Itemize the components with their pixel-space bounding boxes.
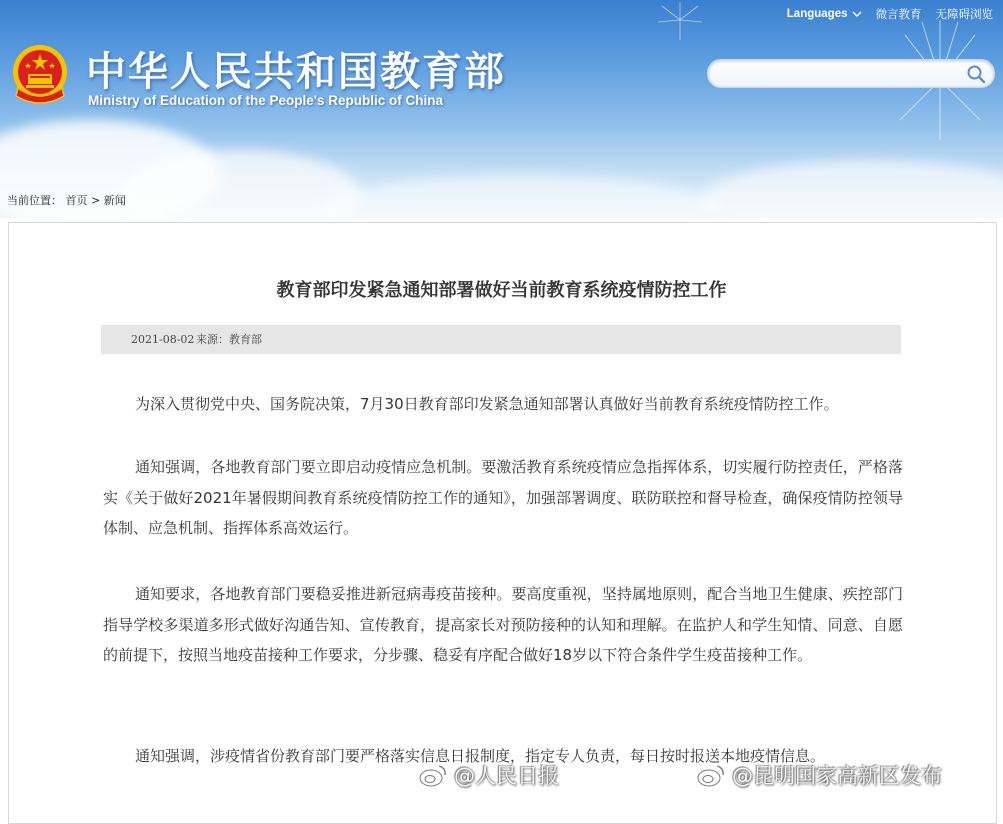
article-paragraph: 通知强调，涉疫情省份教育部门要严格落实信息日报制度，指定专人负责，每日按时报送本地疫情信息。 xyxy=(135,747,826,765)
article-meta-bar xyxy=(101,325,901,354)
top-nav xyxy=(787,4,993,24)
watermark-left-text: @人民日报 xyxy=(454,764,559,788)
article-paragraph: 通知强调，各地教育部门要立即启动疫情应急机制。要激活教育系统疫情应急指挥体系，切实履行防控责任，严格落实《关于做好2021年暑假期间教育系统疫情防控工作的通知》，加强部署调度、联防联控和督导检查，确保疫情防控领导体制、应急机制、指挥体系高效运行。 xyxy=(103,458,903,537)
search-icon[interactable] xyxy=(966,64,986,84)
site-header xyxy=(0,0,1003,218)
article-paragraph: 通知要求，各地教育部门要稳妥推进新冠病毒疫苗接种。要高度重视，坚持属地原则，配合当地卫生健康、疾控部门指导学校多渠道多形式做好沟通告知、宣传教育，提高家长对预防接种的认知和理解。在监护人和学生知情、同意、自愿的前提下，按照当地疫苗接种工作要求，分步骤、稳妥有序配合做好18岁以下符合条件学生疫苗接种工作。 xyxy=(103,585,903,664)
breadcrumb-separator: > xyxy=(91,194,104,207)
breadcrumb-home-link[interactable]: 首页 xyxy=(65,194,88,207)
weibo-icon xyxy=(696,762,726,788)
weibo-link[interactable]: 微言教育 xyxy=(875,7,922,21)
site-title-en[interactable]: Ministry of Education of the People's Republic of China xyxy=(88,93,443,108)
breadcrumb-news-link[interactable]: 新闻 xyxy=(103,194,126,207)
national-emblem-icon xyxy=(8,42,72,112)
chevron-down-icon xyxy=(852,11,862,18)
search-input[interactable] xyxy=(722,64,966,84)
article-date: 2021-08-02 xyxy=(131,333,195,346)
languages-label: Languages xyxy=(786,8,848,20)
watermark-left xyxy=(418,760,559,790)
cloud-decoration xyxy=(320,175,720,218)
article-paragraph: 为深入贯彻党中央、国务院决策，7月30日教育部印发紧急通知部署认真做好当前教育系统疫情防控工作。 xyxy=(135,395,839,413)
breadcrumb-prefix: 当前位置： xyxy=(7,194,62,207)
languages-menu[interactable] xyxy=(787,8,862,20)
watermark-right xyxy=(696,760,942,790)
breadcrumb xyxy=(7,192,126,208)
watermark-right-text: @昆明国家高新区发布 xyxy=(732,764,942,788)
dandelion-decoration xyxy=(880,0,1003,180)
dandelion-decoration xyxy=(640,0,720,50)
accessibility-link[interactable]: 无障碍浏览 xyxy=(935,7,993,21)
weibo-icon xyxy=(418,762,448,788)
site-title-cn[interactable]: 中华人民共和国教育部 xyxy=(86,49,506,95)
article-source: 来源：教育部 xyxy=(196,333,262,346)
article-title: 教育部印发紧急通知部署做好当前教育系统疫情防控工作 xyxy=(276,280,727,301)
search-box xyxy=(707,59,995,88)
